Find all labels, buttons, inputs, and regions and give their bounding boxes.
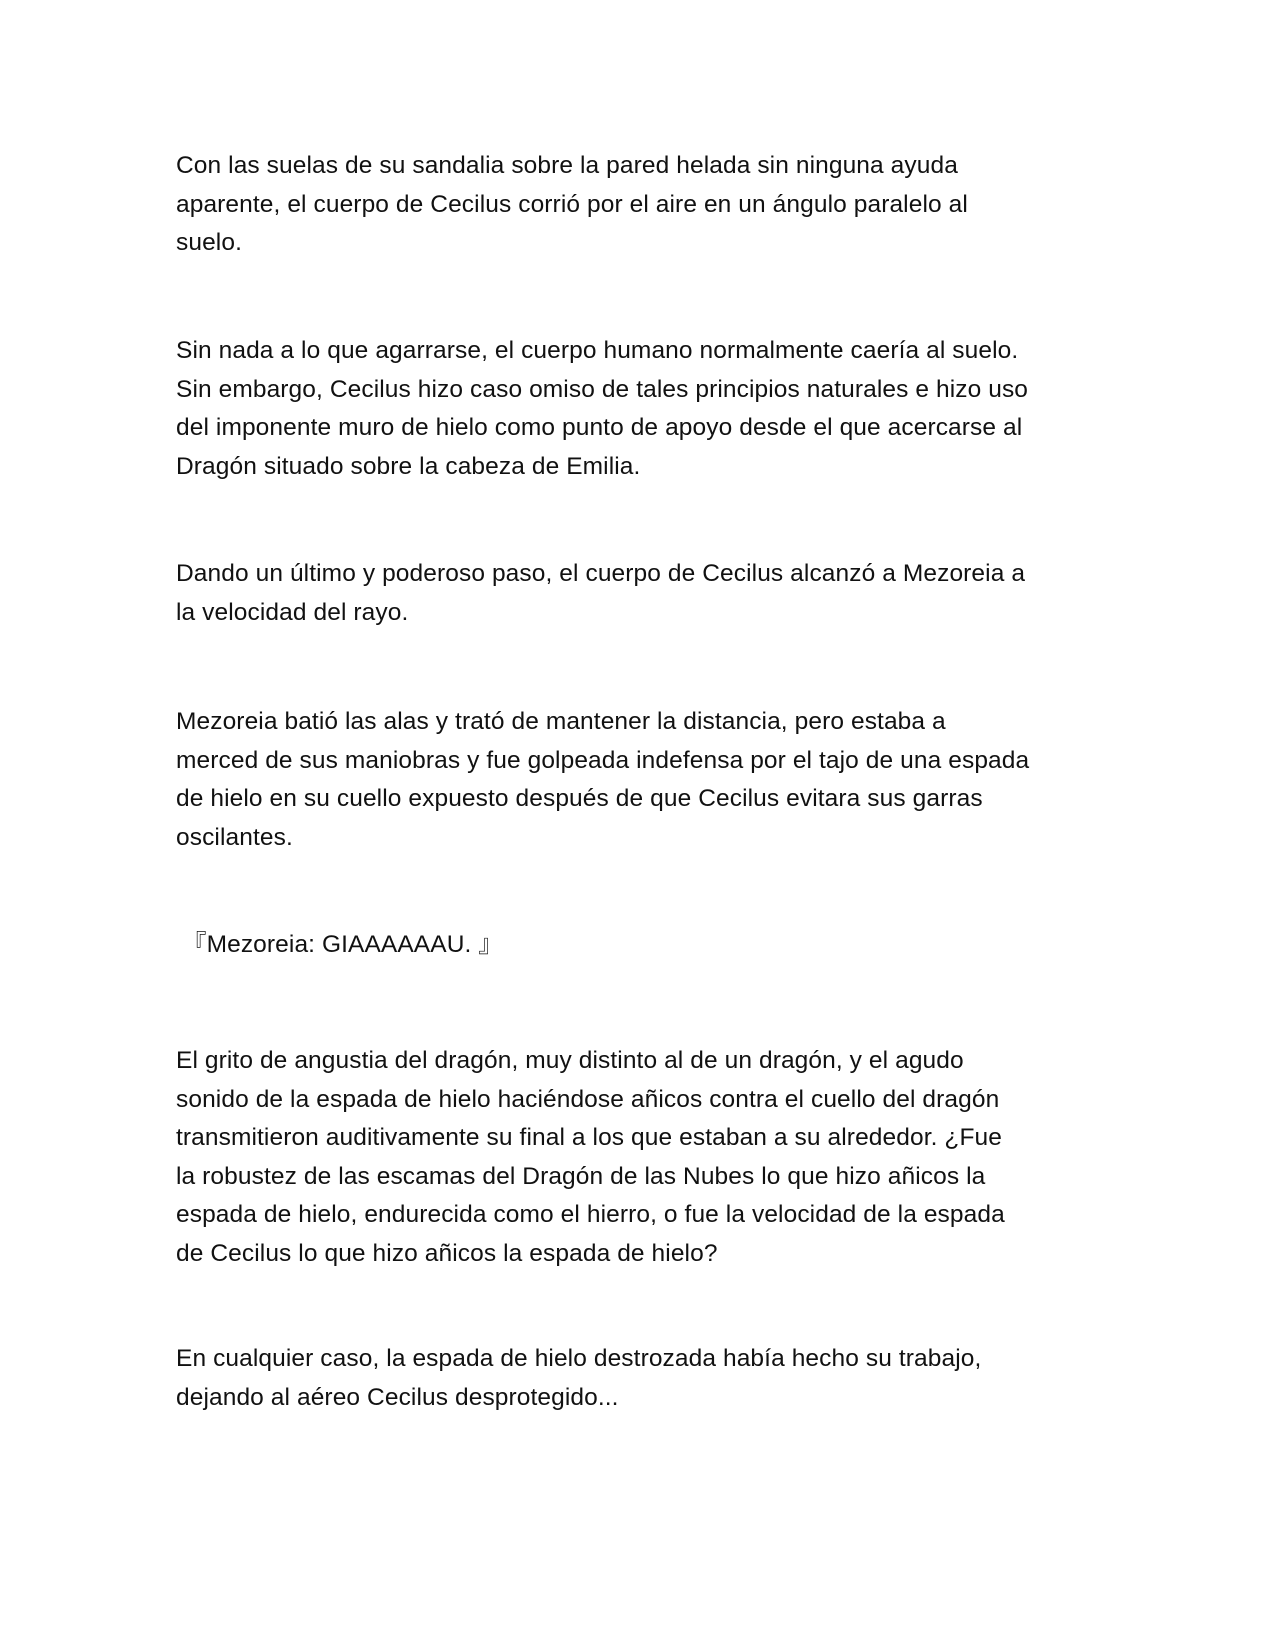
paragraph-line: transmitieron auditivamente su final a los que estaban a su alrededor. ¿Fue bbox=[176, 1124, 1003, 1151]
paragraph-line: espada de hielo, endurecida como el hierro, o fue la velocidad de la espada bbox=[176, 1201, 1005, 1228]
paragraph-line: Mezoreia batió las alas y trató de mantener la distancia, pero estaba a bbox=[176, 708, 946, 735]
paragraph-line: 『Mezoreia: GIAAAAAAU. 』 bbox=[182, 931, 503, 958]
paragraph-line: dejando al aéreo Cecilus desprotegido... bbox=[176, 1383, 619, 1411]
paragraph-line: aparente, el cuerpo de Cecilus corrió por el aire en un ángulo paralelo al bbox=[176, 190, 968, 218]
paragraph-line: El grito de angustia del dragón, muy distinto al de un dragón, y el agudo bbox=[176, 1047, 964, 1074]
paragraph-3 bbox=[176, 555, 1106, 632]
paragraph-line: Dragón situado sobre la cabeza de Emilia. bbox=[176, 452, 641, 480]
paragraph-line: merced de sus maniobras y fue golpeada indefensa por el tajo de una espada bbox=[176, 746, 1030, 774]
paragraph-7 bbox=[176, 1340, 1106, 1417]
paragraph-line: la velocidad del rayo. bbox=[176, 598, 409, 626]
paragraph-line: Dando un último y poderoso paso, el cuerpo de Cecilus alcanzó a Mezoreia a bbox=[176, 560, 1026, 587]
paragraph-line: del imponente muro de hielo como punto de apoyo desde el que acercarse al bbox=[176, 414, 1023, 441]
paragraph-line: suelo. bbox=[176, 229, 242, 256]
paragraph-line: Con las suelas de su sandalia sobre la pared helada sin ninguna ayuda bbox=[176, 152, 958, 179]
paragraph-1 bbox=[176, 147, 1106, 263]
paragraph-2 bbox=[176, 332, 1106, 486]
dialogue-line bbox=[182, 926, 1112, 965]
paragraph-line: la robustez de las escamas del Dragón de las Nubes lo que hizo añicos la bbox=[176, 1162, 986, 1190]
paragraph-4 bbox=[176, 703, 1106, 857]
paragraph-line: sonido de la espada de hielo haciéndose añicos contra el cuello del dragón bbox=[176, 1085, 1000, 1113]
paragraph-6 bbox=[176, 1042, 1106, 1273]
paragraph-line: En cualquier caso, la espada de hielo destrozada había hecho su trabajo, bbox=[176, 1345, 982, 1372]
paragraph-line: Sin embargo, Cecilus hizo caso omiso de tales principios naturales e hizo uso bbox=[176, 375, 1029, 403]
paragraph-line: de Cecilus lo que hizo añicos la espada de hielo? bbox=[176, 1239, 718, 1267]
paragraph-line: oscilantes. bbox=[176, 823, 293, 851]
paragraph-line: de hielo en su cuello expuesto después de que Cecilus evitara sus garras bbox=[176, 785, 983, 812]
paragraph-line: Sin nada a lo que agarrarse, el cuerpo humano normalmente caería al suelo. bbox=[176, 337, 1019, 364]
